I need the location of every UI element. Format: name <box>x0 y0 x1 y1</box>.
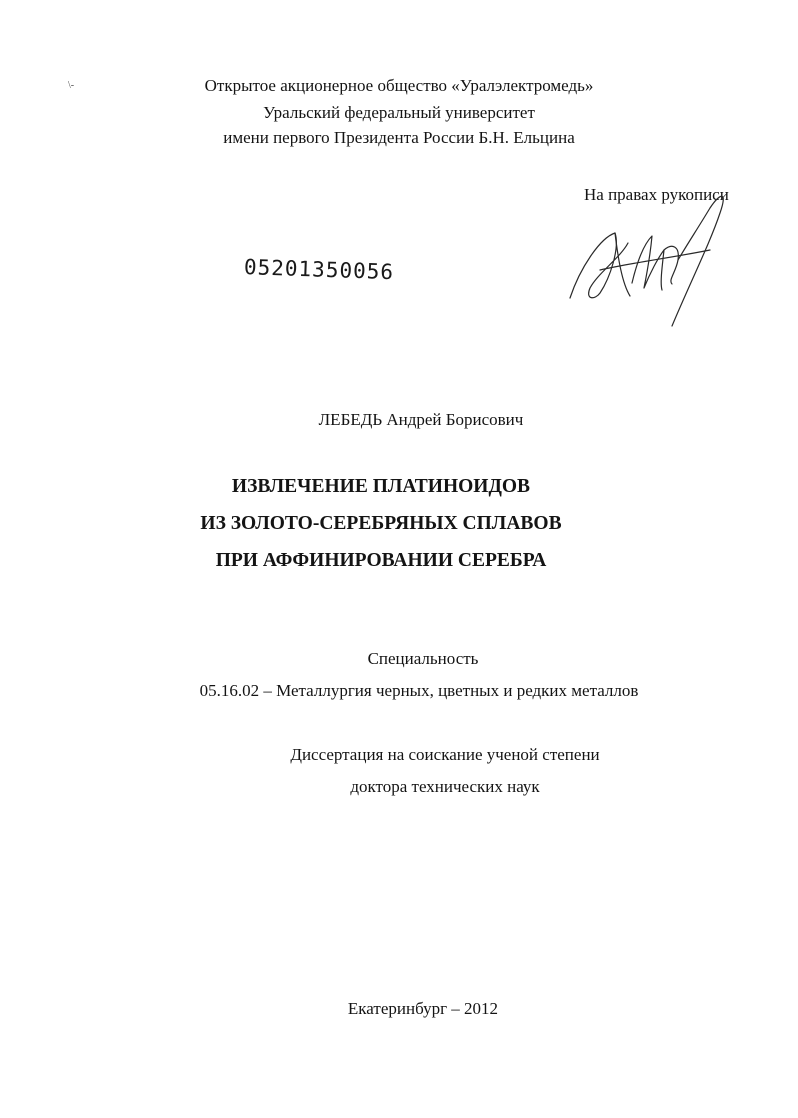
organization-name: Открытое акционерное общество «Уралэлектромедь» <box>204 76 594 95</box>
degree-line-2: доктора технических наук <box>350 777 540 796</box>
city-year: Екатеринбург – 2012 <box>347 999 499 1018</box>
university-dedication: имени первого Президента России Б.Н. Ельцина <box>223 128 575 147</box>
corner-mark: \- <box>68 80 75 91</box>
title-line-2: ИЗ ЗОЛОТО-СЕРЕБРЯНЫХ СПЛАВОВ <box>200 513 562 534</box>
handwritten-signature-icon <box>560 188 750 333</box>
archive-number: 05201350056 <box>243 255 395 285</box>
rights-note: На правах рукописи <box>584 185 729 204</box>
degree-line-1: Диссертация на соискание ученой степени <box>290 745 600 764</box>
specialty-label: Специальность <box>367 649 479 668</box>
specialty-code: 05.16.02 – Металлургия черных, цветных и редких металлов <box>199 681 639 700</box>
author-name: ЛЕБЕДЬ Андрей Борисович <box>318 410 524 429</box>
title-line-1: ИЗВЛЕЧЕНИЕ ПЛАТИНОИДОВ <box>231 476 531 497</box>
title-line-3: ПРИ АФФИНИРОВАНИИ СЕРЕБРА <box>215 550 547 571</box>
university-name: Уральский федеральный университет <box>263 103 535 122</box>
